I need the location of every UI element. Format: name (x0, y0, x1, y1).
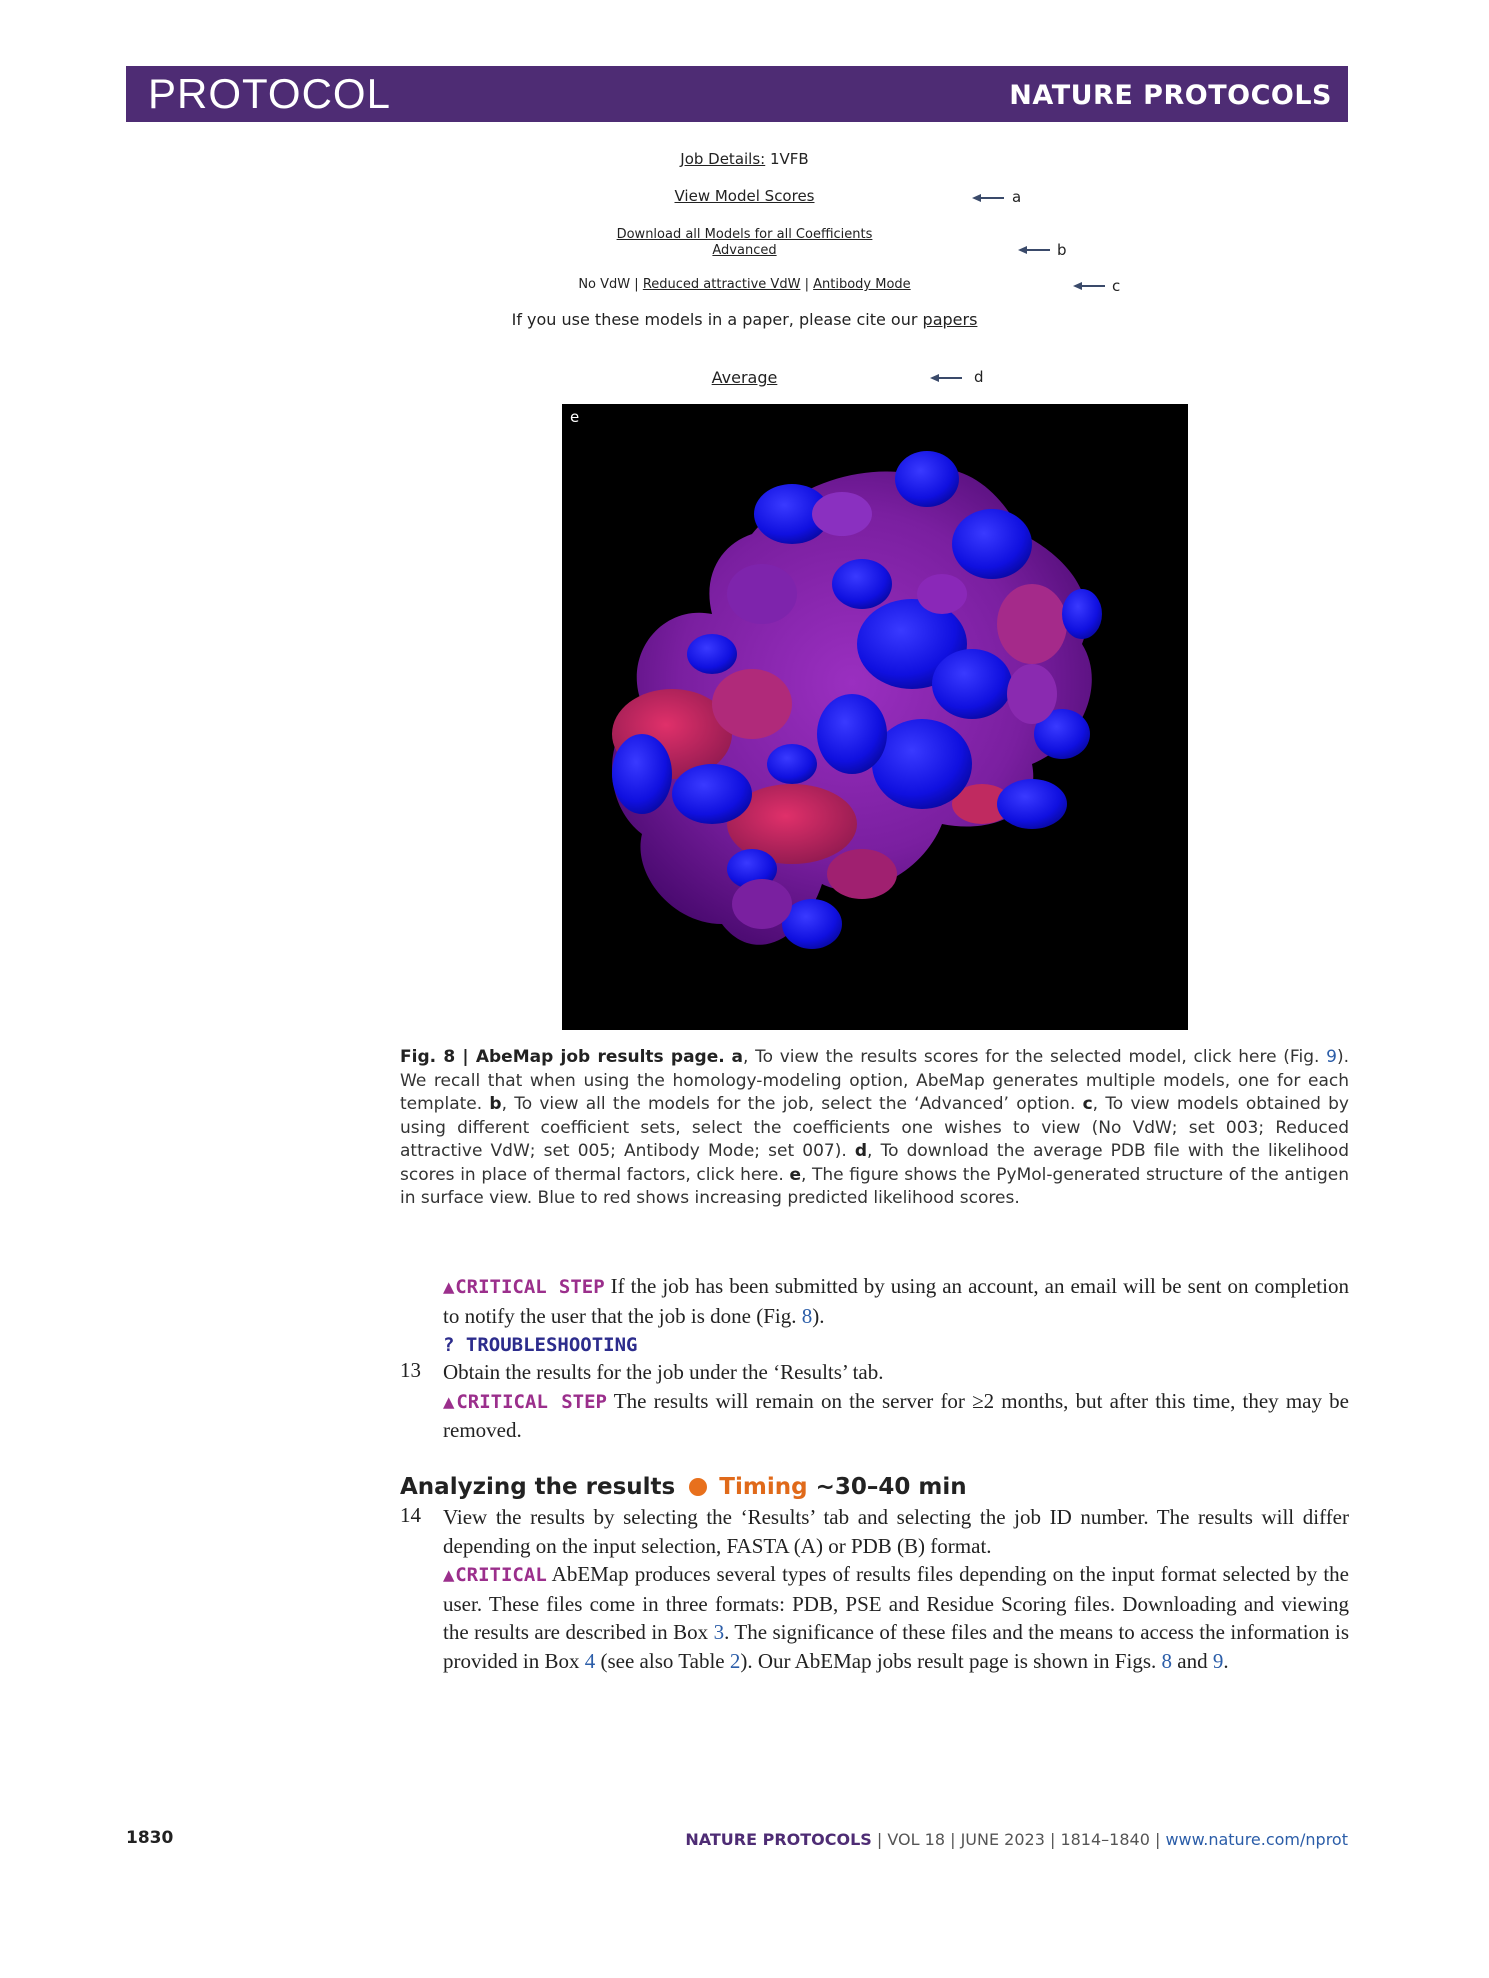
caption-part-a: a (731, 1047, 743, 1067)
step-14-text: View the results by selecting the ‘Results’ tab and selecting the job ID number. The results will differ depending on the input selection, FASTA (A) or PDB (B) format. (443, 1505, 1349, 1558)
caption-part-c: c (1082, 1094, 1093, 1114)
arrow-d-icon (930, 373, 964, 383)
label-e: e (570, 408, 580, 426)
fig-8-link[interactable]: 8 (1161, 1648, 1172, 1673)
troubleshooting-link[interactable]: ? TROUBLESHOOTING (443, 1334, 638, 1356)
timing-dot-icon (689, 1478, 707, 1496)
caption-part-e: e (789, 1164, 801, 1185)
caption-fig-label: Fig. 8 | AbeMap job results page. (400, 1047, 725, 1067)
fig-9-link[interactable]: 9 (1212, 1648, 1224, 1673)
paragraph-text: ). (812, 1303, 825, 1328)
view-scores-line (0, 187, 1489, 205)
journal-header-bar (126, 66, 1348, 122)
job-details-line (0, 150, 1489, 168)
caption-text: , To download the average PDB file with the likelihood scores in place of thermal factors, click here. (400, 1141, 1349, 1185)
arrow-c-icon (1073, 281, 1107, 291)
footer-url-link[interactable]: www.nature.com/nprot (1165, 1830, 1348, 1849)
paragraph-text: ). Our AbEMap jobs result page is shown in Figs. (740, 1648, 1162, 1673)
fig-9-link[interactable]: 9 (1326, 1047, 1337, 1067)
journal-name: NATURE PROTOCOLS (1009, 80, 1332, 111)
pymol-structure-view (562, 404, 1188, 1030)
box-3-link[interactable]: 3 (713, 1620, 725, 1644)
download-all-link[interactable]: Download all Models for all Coefficients (616, 227, 873, 242)
paragraph-text: . The significance of these files and the means to access the information is provided in Box (443, 1620, 1349, 1673)
caption-text: , To view models obtained by using different coefficient sets, select the coefficients one wishes to view (No VdW; set 003; Reduced attractive VdW; set 005; Antibody Mode; set 007). (400, 1094, 1349, 1161)
cite-text: If you use these models in a paper, please cite our (511, 310, 918, 329)
antigen-surface-render (562, 404, 1188, 1030)
paragraph-text: The results will remain on the server for ≥2 months, but after this time, they may be removed. (443, 1388, 1349, 1442)
no-vdw-option[interactable]: No VdW (578, 277, 631, 292)
label-d: d (974, 368, 984, 386)
timing-value: ~30–40 min (815, 1474, 967, 1500)
footer-citation (685, 1830, 1348, 1849)
fig-8-link[interactable]: 8 (801, 1303, 813, 1328)
step-13-text: Obtain the results for the job under the ‘Results’ tab. (443, 1360, 884, 1384)
arrow-b-icon (1018, 245, 1052, 255)
caption-text: ). We recall that when using the homology-modeling option, AbeMap generates multiple models, one for each template. (400, 1047, 1350, 1114)
caption-text: , To view the results scores for the selected model, click here (Fig. (742, 1047, 1327, 1067)
caption-text: , The figure shows the PyMol-generated structure of the antigen in surface view. Blue to red shows increasing predicted likelihood scores. (400, 1164, 1349, 1208)
average-link[interactable]: Average (711, 368, 778, 387)
step-13 (443, 1358, 1349, 1445)
reduced-vdw-link[interactable]: Reduced attractive VdW (642, 277, 801, 292)
antibody-mode-link[interactable]: Antibody Mode (813, 277, 911, 292)
step-14-number: 14 (400, 1503, 421, 1527)
cite-line (0, 310, 1489, 329)
critical-step-paragraph-1 (443, 1272, 1349, 1360)
figure-caption (400, 1046, 1349, 1211)
advanced-line (0, 243, 1489, 258)
separator: | (634, 277, 639, 292)
step-13-number: 13 (400, 1358, 421, 1382)
label-a: a (1012, 188, 1022, 206)
box-4-link[interactable]: 4 (584, 1648, 596, 1673)
section-title: Analyzing the results (400, 1474, 676, 1500)
footer-journal: NATURE PROTOCOLS (685, 1830, 872, 1849)
paragraph-text: If the job has been submitted by using an account, an email will be sent on completion to notify the user that the job is done (Fig. (443, 1274, 1349, 1328)
page-number: 1830 (126, 1828, 174, 1848)
paragraph-text: . (1223, 1648, 1229, 1673)
separator: | (804, 277, 809, 292)
section-type-label: PROTOCOL (148, 70, 391, 117)
paragraph-text: AbEMap produces several types of results files depending on the input format selected by the user. These files come in three formats: PDB, PSE and Residue Scoring files. Downloading and viewing the results are described in Box (443, 1562, 1349, 1644)
timing-label: Timing (719, 1474, 808, 1500)
job-details-link[interactable]: Job Details: (680, 150, 766, 168)
footer-issue: | VOL 18 | JUNE 2023 | 1814–1840 | (871, 1830, 1166, 1849)
table-2-link[interactable]: 2 (729, 1648, 741, 1673)
caption-part-b: b (489, 1094, 502, 1114)
arrow-a-icon (972, 193, 1006, 203)
advanced-link[interactable]: Advanced (712, 243, 777, 258)
paragraph-text: (see also Table (595, 1648, 730, 1673)
papers-link[interactable]: papers (922, 310, 978, 329)
step-14 (443, 1503, 1349, 1675)
average-line (0, 368, 1489, 387)
view-model-scores-link[interactable]: View Model Scores (674, 187, 815, 205)
download-all-line (0, 227, 1489, 242)
label-c: c (1112, 277, 1121, 295)
critical-step-marker: ▲CRITICAL STEP (443, 1390, 607, 1413)
caption-text: , To view all the models for the job, select the ‘Advanced’ option. (501, 1094, 1083, 1114)
critical-marker: ▲CRITICAL (443, 1564, 547, 1586)
section-heading-analyzing-results (400, 1474, 967, 1500)
coefficient-options-line (0, 277, 1489, 292)
label-b: b (1057, 241, 1067, 259)
paragraph-text: and (1172, 1648, 1213, 1673)
job-id: 1VFB (770, 150, 809, 168)
critical-step-marker: ▲CRITICAL STEP (443, 1276, 605, 1298)
caption-part-d: d (854, 1141, 868, 1161)
